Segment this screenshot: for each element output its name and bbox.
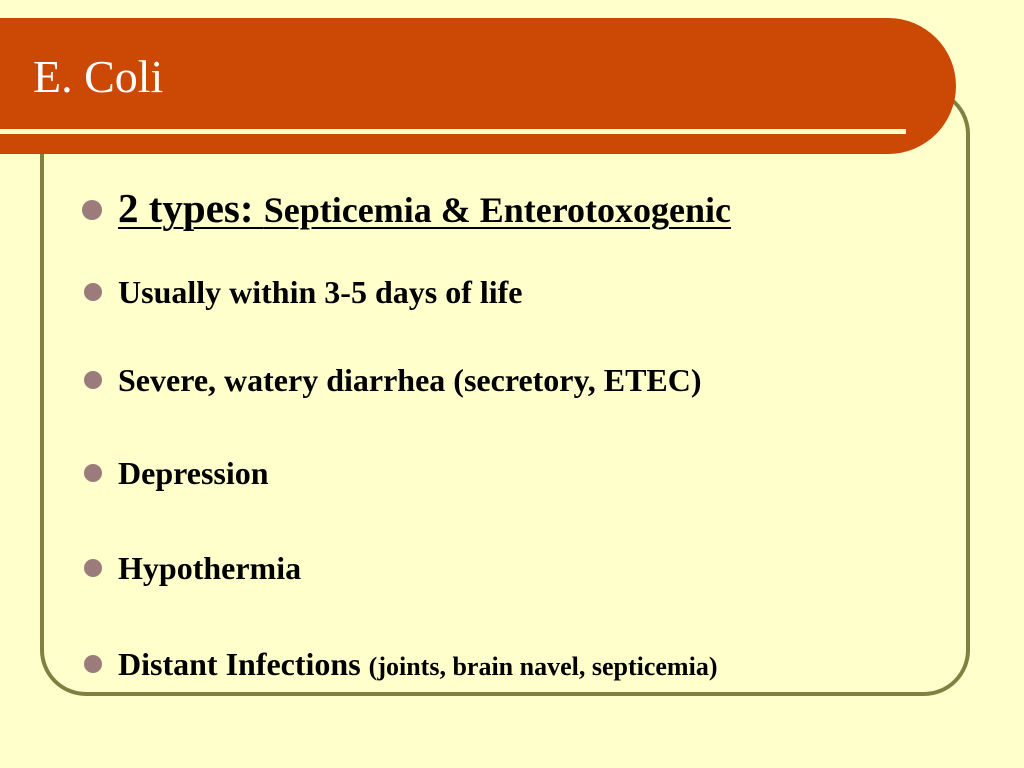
slide-title: E. Coli — [33, 51, 164, 102]
bullet-item-types — [118, 184, 731, 234]
bullet-item-hypothermia — [118, 548, 301, 588]
bullet-dot-icon — [84, 283, 102, 301]
bullet-dot-icon — [84, 655, 102, 673]
title-underline-rule — [0, 129, 906, 134]
bullet-dot-icon — [84, 559, 102, 577]
bullet-dot-icon — [84, 371, 102, 389]
bullet-item-onset — [118, 272, 522, 312]
bullet-rest-text: (joints, brain navel, septicemia) — [368, 652, 718, 681]
bullet-lead-text: Distant Infections — [118, 646, 361, 682]
bullet-dot-icon — [84, 464, 102, 482]
bullet-text: Usually within 3-5 days of life — [118, 274, 523, 310]
bullet-rest-text: Septicemia & Enterotoxogenic — [263, 190, 732, 230]
bullet-dot-icon — [82, 200, 102, 220]
bullet-lead-text: 2 types: — [118, 185, 254, 231]
bullet-item-distant-infections — [118, 644, 717, 687]
bullet-item-depression — [118, 453, 269, 493]
bullet-text: Depression — [118, 455, 269, 491]
bullet-text: Severe, watery diarrhea (secretory, ETEC) — [118, 362, 702, 398]
bullet-text: Hypothermia — [118, 550, 302, 586]
bullet-item-diarrhea — [118, 360, 702, 400]
